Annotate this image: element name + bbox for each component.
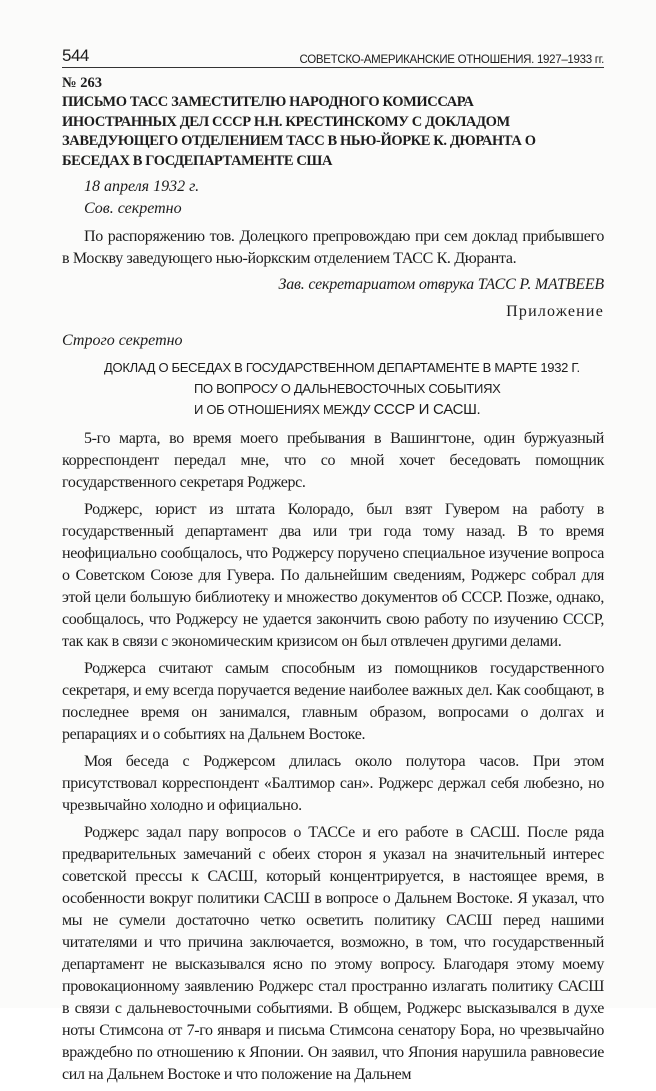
- paragraph: Роджерс задал пару вопросов о ТАССе и его работе в САСШ. После ряда предварительных замечаний с обеих сторон я указал на значительный интерес советской прессы к САСШ, который концентрируется, в настоящее время, в особенности вокруг политики САСШ в вопросе о Дальнем Востоке. Я указал, что мы не сумели достаточно четко осветить политику САСШ перед нашими читателями и что причина заключается, возможно, в том, что государственный департамент не высказывался ясно по этому вопросу. Благодаря этому моему провокационному заявлению Роджерс стал пространно излагать политику САСШ в связи с дальневосточными событиями. В общем, Роджерс высказывался в духе ноты Стимсона от 7-го января и письма Стимсона сенатору Бора, но чрезвычайно враждебно по отношению к Японии. Он заявил, что Япония нарушила равновесие сил на Дальнем Востоке и что положение на Дальнем: [62, 824, 604, 1083]
- document-page: [62, 46, 604, 1091]
- document-classification: Сов. секретно: [84, 200, 182, 217]
- cover-text: По распоряжению тов. Долецкого препровождаю при сем доклад прибывшего в Москву заведующего нью-йоркским отделением ТАСС К. Дюранта.: [62, 228, 604, 267]
- appendix-title-line: ДОКЛАД О БЕСЕДАХ В ГОСУДАРСТВЕННОМ ДЕПАРТАМЕНТЕ В МАРТЕ 1932 Г.: [104, 360, 580, 375]
- signature: Зав. секретариатом отврука ТАСС Р. МАТВЕЕВ: [278, 276, 604, 293]
- appendix-body: [62, 428, 604, 1086]
- document-date: 18 апреля 1932 г.: [84, 178, 200, 195]
- appendix-title-text: И ОБ ОТНОШЕНИЯХ МЕЖДУ: [194, 402, 374, 417]
- paragraph: 5-го марта, во время моего пребывания в Вашингтоне, один буржуазный корреспондент передал мне, что со мной хочет беседовать помощник государственного секретаря Роджерс.: [62, 430, 604, 491]
- paragraph: Моя беседа с Роджерсом длилась около полутора часов. При этом присутствовал корреспондент «Балтимор сан». Роджерс держал себя любезно, но чрезвычайно холодно и официально.: [62, 753, 604, 814]
- paragraph: Роджерс, юрист из штата Колорадо, был взят Гувером на работу в государственный департамент два или три года тому назад. В то время неофициально сообщалось, что Роджерсу поручено специальное изучение вопроса о Советском Союзе для Гувера. По дальнейшим сведениям, Роджерс собрал для этой цели большую библиотеку и множество документов об СССР. Позже, однако, сообщалось, что Роджерсу не удается закончить свою работу по изучению СССР, так как в связи с экономическим кризисом он был отвлечен другими делами.: [62, 501, 604, 650]
- running-title: СОВЕТСКО-АМЕРИКАНСКИЕ ОТНОШЕНИЯ. 1927–1933 гг.: [299, 54, 604, 66]
- paragraph: Роджерса считают самым способным из помощников государственного секретаря, и ему всегда поручается ведение наиболее важных дел. Как сообщают, в последнее время он занимался, главным образом, вопросами о долгах и репарациях и о событиях на Дальнем Востоке.: [62, 660, 604, 743]
- document-number: № 263: [62, 75, 102, 91]
- document-title: ПИСЬМО ТАСС ЗАМЕСТИТЕЛЮ НАРОДНОГО КОМИССАРА ИНОСТРАННЫХ ДЕЛ СССР Н.Н. КРЕСТИНСКОМУ С ДОКЛАДОМ ЗАВЕДУЮЩЕГО ОТДЕЛЕНИЕМ ТАСС В НЬЮ-ЙОРКЕ К. ДЮРАНТА О БЕСЕДАХ В ГОСДЕПАРТАМЕНТЕ США: [62, 94, 536, 169]
- running-header: [62, 46, 604, 68]
- page-number: 544: [62, 46, 89, 65]
- appendix-classification: Строго секретно: [62, 332, 183, 349]
- appendix-title-line: ПО ВОПРОСУ О ДАЛЬНЕВОСТОЧНЫХ СОБЫТИЯХ: [194, 381, 501, 396]
- appendix-title-end: СССР И САСШ.: [373, 401, 481, 418]
- appendix-title: [62, 357, 604, 420]
- appendix-label: Приложение: [506, 303, 604, 320]
- appendix-title-line: [62, 399, 604, 420]
